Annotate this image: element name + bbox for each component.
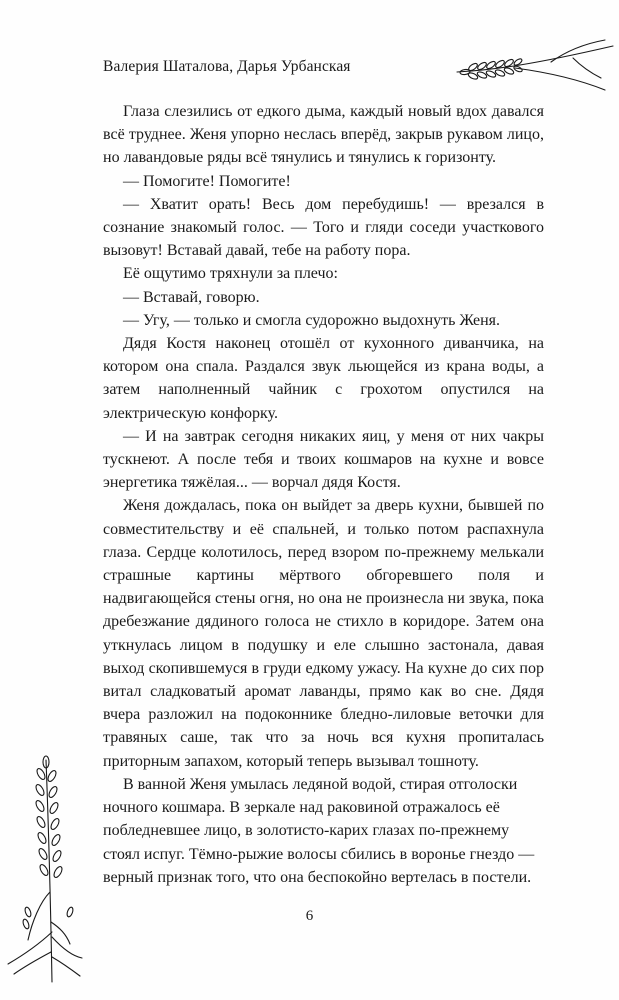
paragraph: Женя дождалась, пока он выйдет за дверь кухни, бывшей по совместительству и её спальней, и только потом распахнула глаза. Сердце колотилось, перед взором по-прежнему мелькали страшные картины мёртвого обгоревшего поля и надвигающейся стены огня, но она не произнесла ни звука, пока дребезжание дядиного голоса не стихло в коридоре. Затем она уткнулась лицом в подушку и еле слышно застонала, давая выход скопившемуся в груди едкому ужасу. На кухне до сих пор витал сладковатый аромат лаванды, прямо как во сне. Дядя вчера разложил на подоконнике бледно-лиловые веточки для травяных саше, так что за ночь вся кухня пропиталась приторным запахом, который теперь вызывал тошноту. — [103, 497, 544, 770]
paragraph: — Помогите! Помогите! — [123, 172, 291, 190]
body-text — [103, 100, 544, 889]
paragraph: — Вставай, говорю. — [123, 288, 260, 306]
paragraph: Её ощутимо тряхнули за плечо: — [123, 265, 338, 283]
paragraph: Глаза слезились от едкого дыма, каждый новый вдох давался всё труднее. Женя упорно неслась вперёд, закрыв рукавом лицо, но лавандовые ряды всё тянулись и тянулись к горизонту. — [103, 103, 544, 167]
paragraph: — Угу, — только и смогла судорожно выдохнуть Женя. — [123, 311, 501, 329]
paragraph: Дядя Костя наконец отошёл от кухонного диванчика, на котором она спала. Раздался звук льющейся из крана воды, а затем наполненный чайник с грохотом опустился на электрическую конфорку. — [103, 335, 544, 422]
paragraph: — Хватит орать! Весь дом перебудишь! — врезался в сознание знакомый голос. — Того и гляди соседи участкового вызовут! Вставай давай, тебе на работу пора. — [103, 195, 544, 260]
lavender-plant-icon — [6, 752, 84, 984]
running-header: Валерия Шаталова, Дарья Урбанская — [103, 58, 351, 75]
lavender-sprig-icon — [455, 38, 615, 98]
paragraph: В ванной Женя умылась ледяной водой, стирая отголоски ночного кошмара. В зеркале над раковиной отражалось её побледневшее лицо, в золотисто-карих глазах по-прежнему стоял испуг. Тёмно-рыжие волосы сбились в воронье гнездо — верный признак того, что она беспокойно вертелась в постели. — [103, 775, 535, 886]
paragraph: — И на завтрак сегодня никаких яиц, у меня от них чакры тускнеют. А после тебя и твоих кошмаров на кухне и вовсе энергетика тяжёлая... — ворчал дядя Костя. — [103, 427, 544, 492]
page-number: 6 — [305, 908, 314, 924]
